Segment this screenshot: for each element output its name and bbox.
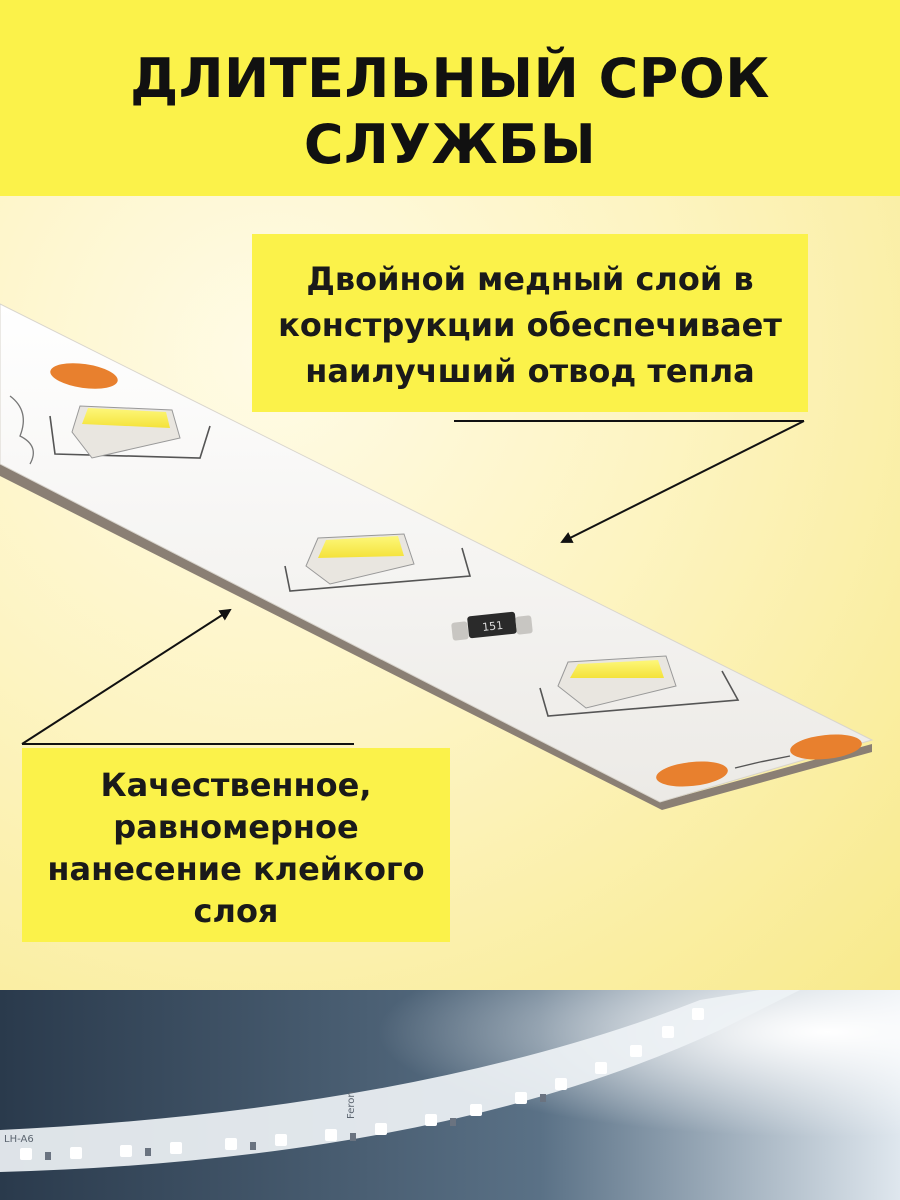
strip-model-marking: LH-A6 — [4, 1134, 34, 1145]
callout-copper-line-3: наилучший отвод тепла — [305, 352, 755, 390]
callout-adhesive-line-3: нанесение клейкого — [47, 850, 425, 888]
callout-adhesive-line-2: равномерное — [113, 808, 359, 846]
callout-adhesive-layer — [22, 748, 450, 942]
lit-led-strip-illustration — [0, 990, 900, 1200]
callout-copper-layer — [252, 234, 808, 412]
headline-line-2: СЛУЖБЫ — [303, 113, 597, 176]
strip-brand-marking: Feron — [346, 1091, 357, 1119]
callout-adhesive-line-4: слоя — [193, 892, 279, 930]
callout-copper-line-2: конструкции обеспечивает — [278, 306, 782, 344]
headline — [0, 46, 900, 178]
lit-led-strip-photo — [0, 990, 900, 1200]
callout-copper-line-1: Двойной медный слой в — [306, 260, 754, 298]
headline-line-1: ДЛИТЕЛЬНЫЙ СРОК — [130, 47, 770, 110]
resistor-code: 151 — [481, 618, 504, 635]
callout-adhesive-line-1: Качественное, — [100, 766, 372, 804]
header-banner — [0, 0, 900, 196]
